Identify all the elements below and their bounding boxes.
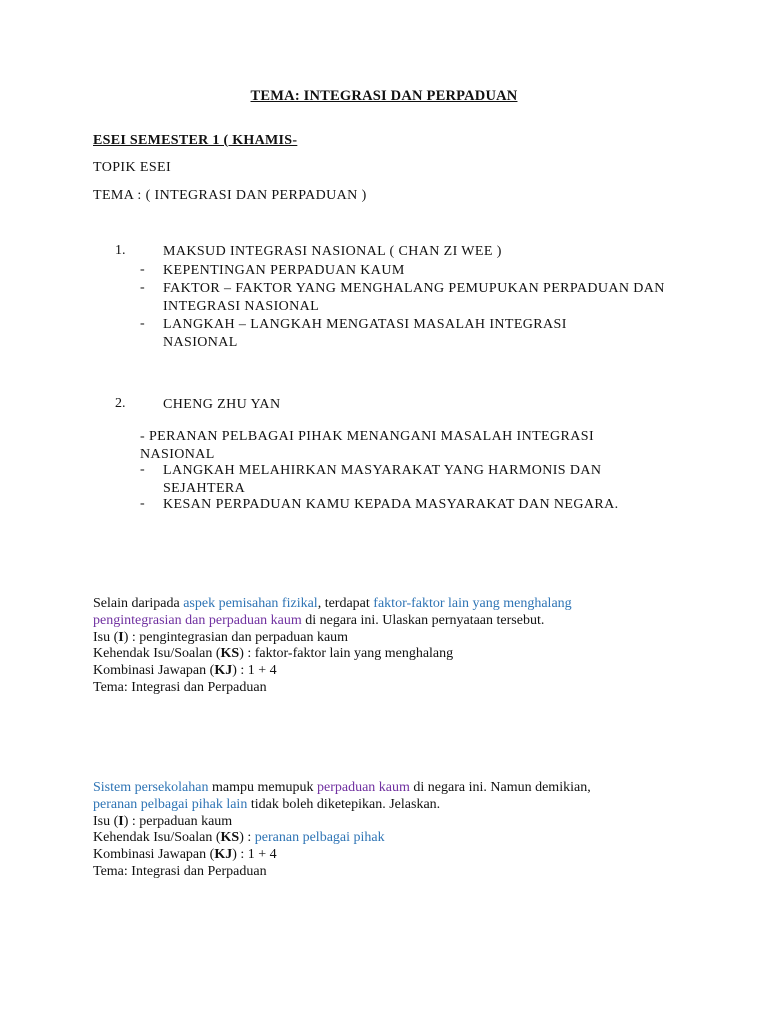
- question-1-kombinasi: Kombinasi Jawapan (KJ) : 1 + 4: [93, 663, 277, 679]
- document-title: TEMA: INTEGRASI DAN PERPADUAN: [250, 88, 518, 104]
- item-2-dash-1: -: [140, 462, 145, 477]
- item-1-number: 1.: [115, 243, 126, 258]
- question-1-block: [93, 596, 693, 697]
- semester-heading: ESEI SEMESTER 1 ( KHAMIS-: [93, 133, 298, 148]
- item-2-sub-1: LANGKAH MELAHIRKAN MASYARAKAT YANG HARMONIS DAN SEJAHTERA: [163, 463, 602, 496]
- item-2-text: CHENG ZHU YAN: [163, 397, 281, 412]
- item-1-dash-2: -: [140, 280, 145, 295]
- item-2-dash-2: -: [140, 496, 145, 511]
- theme-heading: TEMA : ( INTEGRASI DAN PERPADUAN ): [93, 188, 367, 203]
- question-2-tema: Tema: Integrasi dan Perpaduan: [93, 863, 267, 879]
- question-2-kehendak: Kehendak Isu/Soalan (KS) : peranan pelbagai pihak: [93, 830, 385, 846]
- question-2-line-2: peranan pelbagai pihak lain tidak boleh diketepikan. Jelaskan.: [93, 796, 441, 812]
- question-2-isu: Isu (I) : perpaduan kaum: [93, 813, 233, 829]
- question-2-line-1: Sistem persekolahan mampu memupuk perpaduan kaum di negara ini. Namun demikian,: [93, 780, 591, 795]
- item-2-lead: - PERANAN PELBAGAI PIHAK MENANGANI MASALAH INTEGRASI NASIONAL: [140, 429, 595, 462]
- question-1-kehendak: Kehendak Isu/Soalan (KS) : faktor-faktor lain yang menghalang: [93, 646, 454, 662]
- item-1-dash-1: -: [140, 262, 145, 277]
- item-1-dash-3: -: [140, 316, 145, 331]
- item-1-sub-1: KEPENTINGAN PERPADUAN KAUM: [163, 263, 405, 278]
- question-2-block: [93, 780, 693, 881]
- question-1-line-2: pengintegrasian dan perpaduan kaum di negara ini. Ulaskan pernyataan tersebut.: [93, 612, 545, 628]
- item-1-sub-2: FAKTOR – FAKTOR YANG MENGHALANG PEMUPUKAN PERPADUAN DAN INTEGRASI NASIONAL: [163, 281, 665, 314]
- item-1-sub-3: LANGKAH – LANGKAH MENGATASI MASALAH INTEGRASI NASIONAL: [163, 317, 567, 350]
- question-1-isu: Isu (I) : pengintegrasian dan perpaduan kaum: [93, 629, 349, 645]
- question-2-kombinasi: Kombinasi Jawapan (KJ) : 1 + 4: [93, 847, 277, 863]
- item-1-text: MAKSUD INTEGRASI NASIONAL ( CHAN ZI WEE ): [163, 244, 502, 259]
- item-2-sub-2: KESAN PERPADUAN KAMU KEPADA MASYARAKAT DAN NEGARA.: [163, 497, 619, 512]
- item-2-number: 2.: [115, 396, 126, 411]
- question-1-line-1: Selain daripada aspek pemisahan fizikal, terdapat faktor-faktor lain yang menghalang: [93, 596, 572, 611]
- topic-heading: TOPIK ESEI: [93, 160, 172, 175]
- question-1-tema: Tema: Integrasi dan Perpaduan: [93, 679, 267, 695]
